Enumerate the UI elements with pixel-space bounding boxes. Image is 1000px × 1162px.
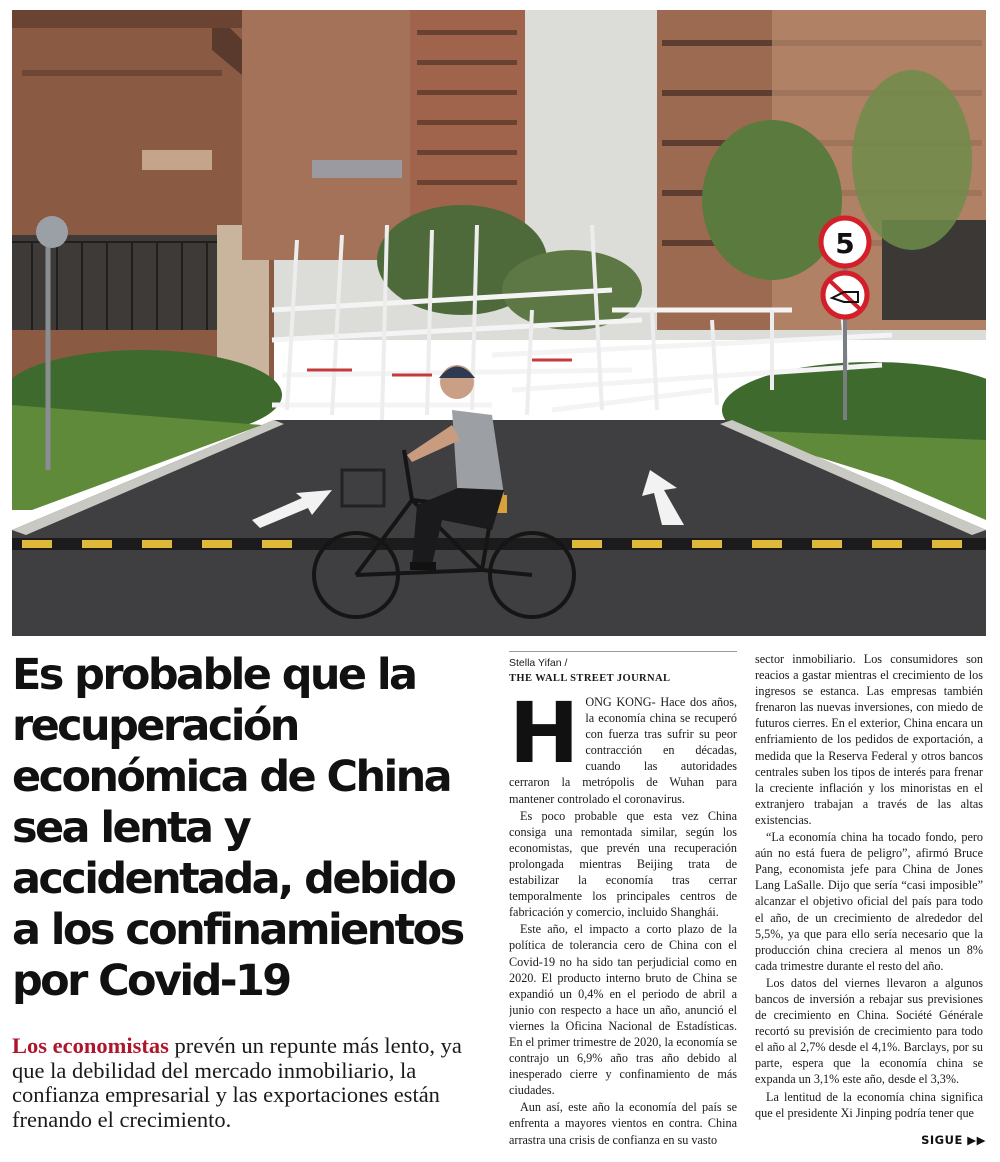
subheadline-text: prevén un repunte más lento, ya que la debilidad del mercado inmobiliario, la confianza empresarial y las exportaciones están frenando el crecimiento. bbox=[12, 1033, 462, 1132]
byline-outlet: THE WALL STREET JOURNAL bbox=[509, 673, 671, 684]
article-paragraph: Aun así, este año la economía del país se enfrenta a mayores vientos en contra. China arrastra una crisis de confianza en su vasto bbox=[509, 1100, 737, 1147]
subheadline bbox=[12, 1034, 477, 1132]
continue-label: SIGUE ▶▶ bbox=[921, 1133, 986, 1147]
article-paragraph: Es poco probable que esta vez China consiga una remontada similar, según los economistas, que prevén una recuperación prolongada mientras Beijing trata de estabilizar la economía tras cerrar temporalmente los principales centros de fabricación y comercio, incluido Shanghái. bbox=[509, 808, 737, 920]
article-paragraph: La lentitud de la economía china significa que el presidente Xi Jinping podría tener que bbox=[755, 1089, 983, 1120]
article-paragraph: Este año, el impacto a corto plazo de la política de tolerancia cero de China con el Covid-19 no ha sido tan perjudicial como en 2020. El producto interno bruto de China se expandió un 0,4% en el periodo de abril a junio con respecto a hace un año, anunció el viernes la Oficina Nacional de Estadísticas. En el primer trimestre de 2020, la economía se contrajo un 6,9% año tras año debido al inesperado cierre y confinamiento de más ciudades. bbox=[509, 922, 737, 1098]
headline: Es probable que la recuperación económica de China sea lenta y accidentada, debido a los confinamientos por Covid-19 bbox=[12, 650, 463, 1006]
article-paragraph: “La economía china ha tocado fondo, pero aún no está fuera de peligro”, afirmó Bruce Pang, economista jefe para China de Jones Lang LaSalle. Dijo que sería “casi imposible” alcanzar el objetivo oficial del país para todo el año, de un crecimiento de alrededor del 5,5%, ya que para ello sería necesario que la producción china creciera al menos un 8% cada trimestre durante el resto del año. bbox=[755, 830, 983, 973]
article-paragraph: sector inmobiliario. Los consumidores son reacios a gastar mientras el crecimiento de los ingresos se estanca. Las empresas también frenaron las nuevas inversiones, con miedo de futuros cierres. En el exterior, China encara un enfriamiento de los pedidos de exportación, a medida que la Reserva Federal y otros bancos centrales suben los tipos de interés para frenar la creciente inflación y los minoristas en el extranjero trabajan a través de las altas existencias. bbox=[755, 652, 983, 827]
subheadline-lead: Los economistas bbox=[12, 1033, 169, 1058]
drop-cap: H bbox=[509, 694, 580, 782]
article-paragraph bbox=[509, 694, 737, 807]
byline bbox=[509, 651, 737, 686]
article-column-1 bbox=[509, 694, 737, 1149]
article-photo bbox=[12, 10, 986, 636]
article-paragraph: Los datos del viernes llevaron a algunos bancos de inversión a rebajar sus previsiones de crecimiento en China. Société Générale recortó su previsión de crecimiento para todo el año al 2,7% desde el 4,1%. Barclays, por su parte, espera que la economía china se expanda un 3,1% este año, desde el 3,3%. bbox=[755, 975, 983, 1087]
article-column-2 bbox=[755, 651, 983, 1121]
byline-author: Stella Yifan / bbox=[509, 657, 568, 669]
paragraph-text: ONG KONG- Hace dos años, la economía china se recuperó con fuerza tras sufrir su peor contracción en décadas, cuando las autoridades cerraron la metrópolis de Wuhan para mantener controlado el coronavirus. bbox=[509, 695, 737, 806]
speed-limit-text: 5 bbox=[835, 227, 855, 260]
